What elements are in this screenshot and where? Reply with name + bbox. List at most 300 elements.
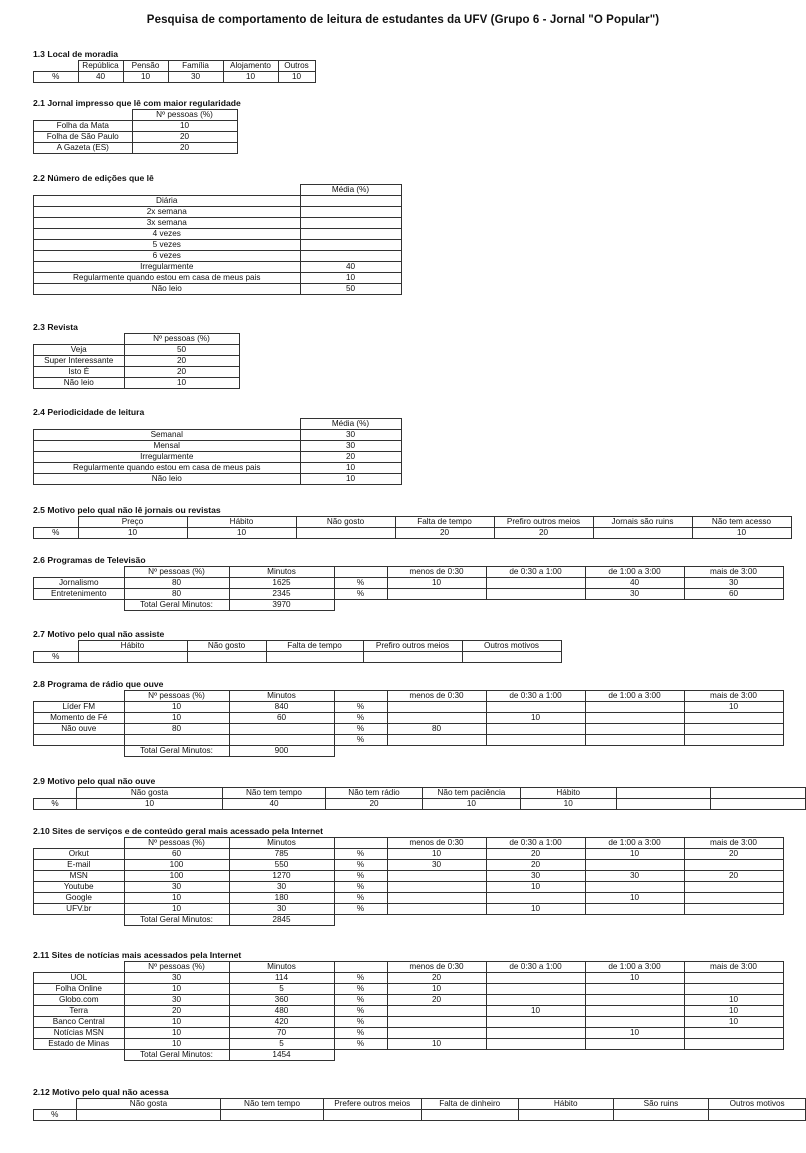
cell: 60 <box>124 849 229 860</box>
table-row <box>34 904 784 915</box>
cell <box>300 207 401 218</box>
total-row <box>34 915 784 926</box>
total-label: Total Geral Minutos: <box>124 915 229 926</box>
col-header: Preço <box>78 517 187 528</box>
cell: 10 <box>124 1028 229 1039</box>
row-label: Líder FM <box>34 702 125 713</box>
section-motivo-nao-le <box>33 505 792 539</box>
col-header: Não tem rádio <box>325 788 422 799</box>
table-jornal-impresso <box>33 109 238 154</box>
cell: 10 <box>585 1028 684 1039</box>
section-heading: 1.3 Local de moradia <box>33 49 119 59</box>
total-label: Total Geral Minutos: <box>124 600 229 611</box>
col-header: Não gosta <box>76 1099 221 1110</box>
cell: 100 <box>124 860 229 871</box>
cell: 10 <box>124 378 239 389</box>
col-header: mais de 3:00 <box>684 567 783 578</box>
col-header: de 1:00 a 3:00 <box>585 838 684 849</box>
col-header: Nº pessoas (%) <box>124 334 239 345</box>
col-header: Outros motivos <box>462 641 561 652</box>
col-header: Outros motivos <box>709 1099 806 1110</box>
cell: 30 <box>585 589 684 600</box>
cell: 30 <box>585 871 684 882</box>
section-programas-tv <box>33 555 784 611</box>
col-header: Média (%) <box>300 185 401 196</box>
table-row <box>34 995 784 1006</box>
table-row <box>34 882 784 893</box>
cell <box>585 860 684 871</box>
col-header: mais de 3:00 <box>684 962 783 973</box>
col-header: Família <box>168 61 223 72</box>
row-label: 4 vezes <box>34 229 301 240</box>
cell <box>486 995 585 1006</box>
total-value: 2845 <box>229 915 334 926</box>
row-label: Não leio <box>34 284 301 295</box>
row-label: Diária <box>34 196 301 207</box>
pct-label: % <box>334 1028 387 1039</box>
cell: 20 <box>684 849 783 860</box>
cell: 40 <box>223 799 326 810</box>
cell: 70 <box>229 1028 334 1039</box>
col-header: mais de 3:00 <box>684 838 783 849</box>
table-row <box>34 652 562 663</box>
row-label: % <box>34 652 79 663</box>
table-radio <box>33 690 784 757</box>
cell <box>486 578 585 589</box>
pct-label: % <box>334 893 387 904</box>
col-header: Hábito <box>187 517 296 528</box>
table-numero-edicoes <box>33 184 402 295</box>
col-header: Não tem tempo <box>221 1099 323 1110</box>
cell <box>585 904 684 915</box>
cell: 20 <box>387 995 486 1006</box>
row-label: Irregularmente <box>34 262 301 273</box>
cell: 480 <box>229 1006 334 1017</box>
row-label: UFV.br <box>34 904 125 915</box>
total-value: 1454 <box>229 1050 334 1061</box>
cell: 20 <box>494 528 593 539</box>
table-row <box>34 72 316 83</box>
row-label: % <box>34 72 79 83</box>
col-header: Alojamento <box>223 61 278 72</box>
row-label: % <box>34 1110 77 1121</box>
cell <box>585 995 684 1006</box>
row-label: Entretenimento <box>34 589 125 600</box>
table-motivo-nao-ouve <box>33 787 806 810</box>
table-row <box>34 871 784 882</box>
total-value: 900 <box>229 746 334 757</box>
col-header: República <box>78 61 123 72</box>
cell <box>229 735 334 746</box>
table-row <box>34 463 402 474</box>
cell: 10 <box>692 528 791 539</box>
cell: 10 <box>387 578 486 589</box>
col-header: Nº pessoas (%) <box>132 110 237 121</box>
cell <box>229 724 334 735</box>
cell: 30 <box>387 860 486 871</box>
page-title: Pesquisa de comportamento de leitura de estudantes da UFV (Grupo 6 - Jornal "O Popular") <box>146 14 660 26</box>
cell: 180 <box>229 893 334 904</box>
section-sites-noticias <box>33 950 784 1061</box>
row-label: % <box>34 528 79 539</box>
row-label: E-mail <box>34 860 125 871</box>
table-row <box>34 367 240 378</box>
table-header-row <box>34 567 784 578</box>
cell: 10 <box>684 1017 783 1028</box>
cell: 30 <box>684 578 783 589</box>
cell: 10 <box>124 904 229 915</box>
section-revista <box>33 322 240 389</box>
col-header: Minutos <box>229 691 334 702</box>
cell: 20 <box>300 452 401 463</box>
section-motivo-nao-assiste <box>33 629 562 663</box>
cell <box>585 724 684 735</box>
table-row <box>34 474 402 485</box>
cell <box>585 1006 684 1017</box>
table-header-row <box>34 517 792 528</box>
table-row <box>34 240 402 251</box>
cell: 40 <box>300 262 401 273</box>
row-label: Regularmente quando estou em casa de meus pais <box>34 463 301 474</box>
total-row <box>34 746 784 757</box>
row-label: MSN <box>34 871 125 882</box>
cell <box>486 893 585 904</box>
section-jornal-impresso <box>33 98 241 154</box>
row-label: Youtube <box>34 882 125 893</box>
section-heading: 2.12 Motivo pelo qual não acessa <box>33 1087 169 1097</box>
col-header: Nº pessoas (%) <box>124 567 229 578</box>
col-header: menos de 0:30 <box>387 962 486 973</box>
table-row <box>34 218 402 229</box>
cell: 10 <box>77 799 223 810</box>
pct-label: % <box>334 904 387 915</box>
section-heading: 2.7 Motivo pelo qual não assiste <box>33 629 165 639</box>
pct-label: % <box>334 871 387 882</box>
table-header-row <box>34 1099 806 1110</box>
section-heading: 2.9 Motivo pelo qual não ouve <box>33 776 156 786</box>
cell: 10 <box>486 713 585 724</box>
row-label: Super Interessante <box>34 356 125 367</box>
table-row <box>34 1110 806 1121</box>
table-row <box>34 1006 784 1017</box>
cell: 10 <box>124 984 229 995</box>
cell: 80 <box>387 724 486 735</box>
row-label: Irregularmente <box>34 452 301 463</box>
table-header-row <box>34 788 806 799</box>
cell <box>585 735 684 746</box>
table-row <box>34 1017 784 1028</box>
pct-label: % <box>334 702 387 713</box>
table-row <box>34 702 784 713</box>
section-heading: 2.4 Periodicidade de leitura <box>33 407 145 417</box>
cell: 1270 <box>229 871 334 882</box>
cell <box>387 904 486 915</box>
cell: 10 <box>187 528 296 539</box>
cell <box>684 984 783 995</box>
cell: 30 <box>229 882 334 893</box>
col-header: de 1:00 a 3:00 <box>585 567 684 578</box>
section-heading: 2.1 Jornal impresso que lê com maior regularidade <box>33 98 241 108</box>
section-numero-edicoes <box>33 173 402 295</box>
table-row <box>34 860 784 871</box>
table-header-row <box>34 641 562 652</box>
table-revista <box>33 333 240 389</box>
table-row <box>34 196 402 207</box>
table-row <box>34 1028 784 1039</box>
cell <box>296 528 395 539</box>
table-programas-tv <box>33 566 784 611</box>
row-label: 3x semana <box>34 218 301 229</box>
cell <box>300 251 401 262</box>
col-header: de 0:30 a 1:00 <box>486 567 585 578</box>
cell: 30 <box>124 973 229 984</box>
section-heading: 2.10 Sites de serviços e de conteúdo geral mais acessado pela Internet <box>33 826 323 836</box>
cell <box>486 1017 585 1028</box>
col-header: mais de 3:00 <box>684 691 783 702</box>
row-label: Estado de Minas <box>34 1039 125 1050</box>
row-label: Mensal <box>34 441 301 452</box>
cell: 20 <box>395 528 494 539</box>
col-header: de 1:00 a 3:00 <box>585 962 684 973</box>
cell <box>585 1017 684 1028</box>
row-label: Banco Central <box>34 1017 125 1028</box>
cell: 10 <box>300 463 401 474</box>
table-motivo-nao-le <box>33 516 792 539</box>
cell: 10 <box>520 799 616 810</box>
cell: 30 <box>300 430 401 441</box>
col-header: de 0:30 a 1:00 <box>486 691 585 702</box>
cell <box>593 528 692 539</box>
pct-label: % <box>334 849 387 860</box>
cell: 114 <box>229 973 334 984</box>
row-label: UOL <box>34 973 125 984</box>
pct-label: % <box>334 882 387 893</box>
col-header: Minutos <box>229 567 334 578</box>
pct-label: % <box>334 713 387 724</box>
cell: 10 <box>585 849 684 860</box>
cell: 10 <box>123 72 168 83</box>
cell <box>387 1006 486 1017</box>
cell: 20 <box>486 849 585 860</box>
col-header: Não gosto <box>187 641 266 652</box>
col-header: Não tem paciência <box>423 788 521 799</box>
col-header: Prefere outros meios <box>323 1099 421 1110</box>
row-label: 2x semana <box>34 207 301 218</box>
pct-label: % <box>334 578 387 589</box>
col-header: Nº pessoas (%) <box>124 962 229 973</box>
cell <box>124 735 229 746</box>
cell <box>486 1028 585 1039</box>
cell: 420 <box>229 1017 334 1028</box>
cell: 785 <box>229 849 334 860</box>
cell <box>684 882 783 893</box>
cell <box>387 713 486 724</box>
col-header: Hábito <box>78 641 187 652</box>
cell: 60 <box>229 713 334 724</box>
section-heading: 2.3 Revista <box>33 322 78 332</box>
cell <box>585 702 684 713</box>
pct-label: % <box>334 973 387 984</box>
row-label: Jornalismo <box>34 578 125 589</box>
section-heading: 2.2 Número de edições que lê <box>33 173 154 183</box>
col-header: Minutos <box>229 962 334 973</box>
cell <box>684 973 783 984</box>
pct-label: % <box>334 735 387 746</box>
cell: 2345 <box>229 589 334 600</box>
section-motivo-nao-ouve <box>33 776 806 810</box>
row-label: Folha Online <box>34 984 125 995</box>
cell <box>585 1039 684 1050</box>
cell: 30 <box>168 72 223 83</box>
section-heading: 2.11 Sites de notícias mais acessados pela Internet <box>33 950 242 960</box>
row-label: Veja <box>34 345 125 356</box>
col-header: Média (%) <box>300 419 401 430</box>
cell: 20 <box>124 1006 229 1017</box>
cell: 80 <box>124 589 229 600</box>
cell: 20 <box>387 973 486 984</box>
col-header: Nº pessoas (%) <box>124 691 229 702</box>
row-label: Não leio <box>34 474 301 485</box>
cell: 80 <box>124 578 229 589</box>
cell <box>585 713 684 724</box>
cell: 10 <box>486 904 585 915</box>
cell: 60 <box>684 589 783 600</box>
cell: 10 <box>684 702 783 713</box>
cell: 10 <box>387 1039 486 1050</box>
cell <box>486 984 585 995</box>
cell: 10 <box>486 1006 585 1017</box>
table-row <box>34 441 402 452</box>
table-motivo-nao-assiste <box>33 640 562 663</box>
cell <box>387 893 486 904</box>
cell <box>486 724 585 735</box>
cell: 20 <box>132 143 237 154</box>
cell: 40 <box>585 578 684 589</box>
cell <box>387 702 486 713</box>
table-row <box>34 799 806 810</box>
table-row <box>34 378 240 389</box>
table-row <box>34 735 784 746</box>
cell: 10 <box>278 72 315 83</box>
col-header: Pensão <box>123 61 168 72</box>
row-label: Regularmente quando estou em casa de meus pais <box>34 273 301 284</box>
cell: 30 <box>229 904 334 915</box>
row-label: % <box>34 799 77 810</box>
col-header: de 0:30 a 1:00 <box>486 838 585 849</box>
table-row <box>34 1039 784 1050</box>
table-row <box>34 430 402 441</box>
col-header: Falta de tempo <box>395 517 494 528</box>
cell <box>300 240 401 251</box>
row-label: 6 vezes <box>34 251 301 262</box>
cell <box>684 1039 783 1050</box>
col-header: Jornais são ruins <box>593 517 692 528</box>
table-row <box>34 262 402 273</box>
col-header: Minutos <box>229 838 334 849</box>
row-label: Google <box>34 893 125 904</box>
cell <box>684 893 783 904</box>
section-heading: 2.5 Motivo pelo qual não lê jornais ou revistas <box>33 505 221 515</box>
table-row <box>34 724 784 735</box>
pct-label: % <box>334 1017 387 1028</box>
cell <box>300 196 401 207</box>
table-row <box>34 528 792 539</box>
cell <box>387 871 486 882</box>
cell <box>585 984 684 995</box>
cell: 10 <box>486 882 585 893</box>
cell: 20 <box>325 799 422 810</box>
cell: 10 <box>124 713 229 724</box>
pct-label: % <box>334 1039 387 1050</box>
cell: 10 <box>585 893 684 904</box>
cell: 50 <box>124 345 239 356</box>
col-header: Falta de tempo <box>266 641 363 652</box>
cell: 10 <box>684 995 783 1006</box>
section-heading: 2.8 Programa de rádio que ouve <box>33 679 164 689</box>
cell <box>684 724 783 735</box>
cell: 20 <box>486 860 585 871</box>
table-row <box>34 893 784 904</box>
cell: 10 <box>124 893 229 904</box>
cell: 1625 <box>229 578 334 589</box>
cell: 10 <box>132 121 237 132</box>
cell: 20 <box>124 356 239 367</box>
section-local-moradia <box>33 49 316 83</box>
pct-label: % <box>334 724 387 735</box>
section-heading: 2.6 Programas de Televisão <box>33 555 146 565</box>
table-row <box>34 713 784 724</box>
cell <box>486 973 585 984</box>
cell: 840 <box>229 702 334 713</box>
total-value: 3970 <box>229 600 334 611</box>
col-header: Prefiro outros meios <box>363 641 462 652</box>
pct-label: % <box>334 1006 387 1017</box>
row-label: Isto É <box>34 367 125 378</box>
total-label: Total Geral Minutos: <box>124 1050 229 1061</box>
row-label: Globo.com <box>34 995 125 1006</box>
col-header: Não tem tempo <box>223 788 326 799</box>
col-header: de 1:00 a 3:00 <box>585 691 684 702</box>
cell <box>387 882 486 893</box>
cell: 10 <box>423 799 521 810</box>
cell: 5 <box>229 984 334 995</box>
row-label: A Gazeta (ES) <box>34 143 133 154</box>
cell: 10 <box>223 72 278 83</box>
cell <box>300 229 401 240</box>
row-label: 5 vezes <box>34 240 301 251</box>
cell <box>387 735 486 746</box>
pct-label: % <box>334 995 387 1006</box>
table-row <box>34 452 402 463</box>
cell <box>486 589 585 600</box>
cell: 30 <box>300 441 401 452</box>
col-header: Nº pessoas (%) <box>124 838 229 849</box>
row-label: Orkut <box>34 849 125 860</box>
table-header-row <box>34 962 784 973</box>
table-row <box>34 849 784 860</box>
cell: 10 <box>684 1006 783 1017</box>
table-row <box>34 578 784 589</box>
table-row <box>34 284 402 295</box>
cell <box>585 882 684 893</box>
section-motivo-nao-acessa <box>33 1087 806 1121</box>
pct-label: % <box>334 984 387 995</box>
cell <box>387 589 486 600</box>
cell: 40 <box>78 72 123 83</box>
col-header: Outros <box>278 61 315 72</box>
col-header: São ruins <box>613 1099 709 1110</box>
table-sites-noticias <box>33 961 784 1061</box>
